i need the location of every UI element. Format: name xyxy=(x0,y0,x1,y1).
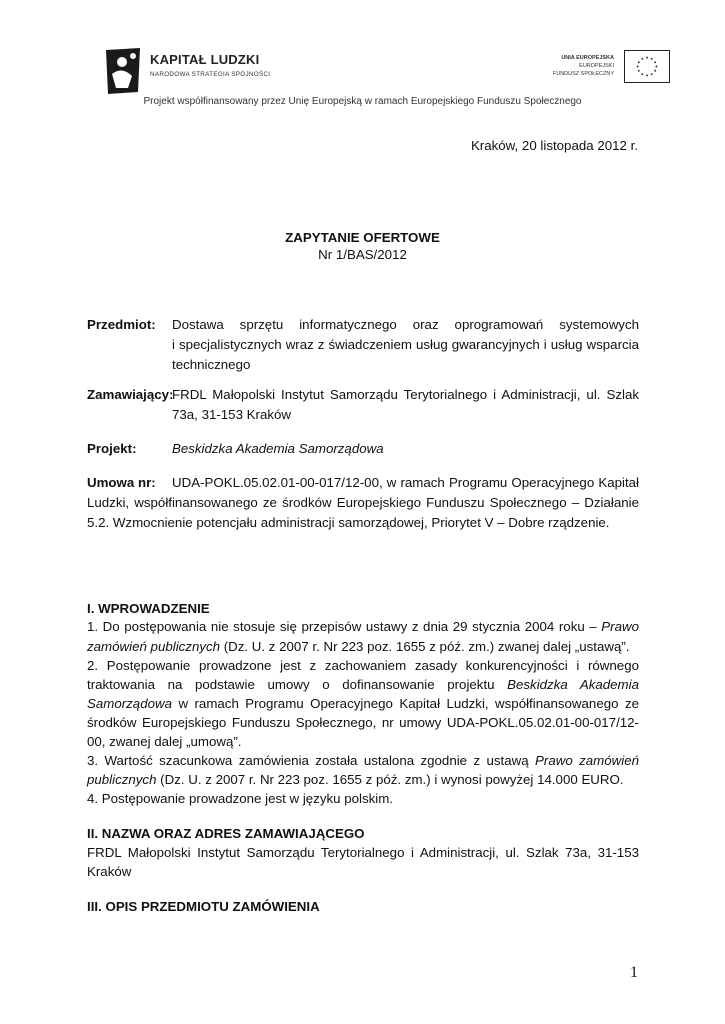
umowa-line2: Ludzki, współfinansowanego ze środków Europejskiego Funduszu Społecznego – Działanie xyxy=(87,495,639,510)
umowa-row xyxy=(87,473,639,533)
document-number: Nr 1/BAS/2012 xyxy=(318,247,407,262)
page-number: 1 xyxy=(630,964,638,981)
projekt-label: Projekt: xyxy=(87,441,137,456)
umowa-line1: UDA-POKL.05.02.01-00-017/12-00, w ramach Programu Operacyjnego Kapitał xyxy=(172,475,639,490)
umowa-line3: 5.2. Wzmocnienie potencjału administracji samorządowej, Priorytet V – Dobre rządzenie. xyxy=(87,515,610,530)
project-cofinancing-line: Projekt współfinansowany przez Unię Europejską w ramach Europejskiego Funduszu Społecznego xyxy=(143,96,582,107)
s1-p3-text-a: 3. Wartość szacunkowa zamówienia została ustalona zgodnie z ustawą xyxy=(87,753,529,768)
section2-heading: II. NAZWA ORAZ ADRES ZAMAWIAJĄCEGO xyxy=(87,826,365,841)
kapital-ludzki-emblem-icon xyxy=(102,44,144,96)
projekt-row xyxy=(87,439,639,459)
section3-heading: III. OPIS PRZEDMIOTU ZAMÓWIENIA xyxy=(87,899,320,914)
kapital-ludzki-logo xyxy=(102,44,292,96)
s1-p2-italic-bas: Beskidzka Akademia xyxy=(507,677,639,692)
section1-p2-line2 xyxy=(87,675,639,695)
projekt-value: Beskidzka Akademia Samorządowa xyxy=(172,441,384,456)
s1-p1-italic-prawo: Prawo xyxy=(601,619,639,634)
eu-logo xyxy=(540,50,670,90)
logo-title: KAPITAŁ LUDZKI xyxy=(150,52,260,67)
przedmiot-line1: Dostawa sprzętu informatycznego oraz oprogramowań systemowych xyxy=(172,317,639,332)
s1-p1-text-d: (Dz. U. z 2007 r. Nr 223 poz. 1655 z póź. zm.) zwanej dalej „ustawą”. xyxy=(220,639,630,654)
section1-p1-line1 xyxy=(87,617,639,637)
przedmiot-row xyxy=(87,315,639,375)
section1-p2-line1: 2. Postępowanie prowadzone jest z zachowaniem zasady konkurencyjności i równego xyxy=(87,658,639,673)
section2-line2: Kraków xyxy=(87,864,132,879)
zamawiajacy-row xyxy=(87,385,639,425)
eu-flag-icon xyxy=(624,50,670,83)
section1-p2-line3 xyxy=(87,694,639,714)
s1-p2-text-b: traktowania na podstawie umowy o dofinansowanie projektu xyxy=(87,677,495,692)
section1-p4: 4. Postępowanie prowadzone jest w języku polskim. xyxy=(87,791,393,806)
s1-p2-text-e: w ramach Programu Operacyjnego Kapitał Ludzki, współfinansowanego ze xyxy=(172,696,639,711)
section1-p2-line5: 00, zwanej dalej „umową”. xyxy=(87,734,242,749)
zamawiajacy-label: Zamawiający: xyxy=(87,387,174,402)
przedmiot-line2: i specjalistycznych wraz z świadczeniem usług gwarancyjnych i usług wsparcia xyxy=(172,337,639,352)
eu-line3: FUNDUSZ SPOŁECZNY xyxy=(552,71,614,77)
s1-p3-italic-prawo: Prawo zamówień xyxy=(535,753,639,768)
s1-p3-text-d: (Dz. U. z 2007 r. Nr 223 poz. 1655 z póź. zm.) i wynosi powyżej 14.000 EURO. xyxy=(156,772,624,787)
logo-subtitle: NARODOWA STRATEGIA SPÓJNOŚCI xyxy=(150,71,271,78)
section1-p3-line1 xyxy=(87,751,639,771)
umowa-label: Umowa nr: xyxy=(87,475,156,490)
s1-p3-italic-publicznych: publicznych xyxy=(87,772,157,787)
eu-line1: UNIA EUROPEJSKA xyxy=(561,55,614,61)
zamawiajacy-value xyxy=(172,385,639,425)
przedmiot-value xyxy=(172,315,639,375)
eu-line2: EUROPEJSKI xyxy=(579,63,614,69)
section1-p2-line4: środków Europejskiego Funduszu Społecznego, nr umowy UDA-POKL.05.02.01-00-017/12- xyxy=(87,715,639,730)
section1-p1-line2 xyxy=(87,637,629,657)
s1-p1-italic-zamowien: zamówień publicznych xyxy=(87,639,221,654)
document-title: ZAPYTANIE OFERTOWE xyxy=(285,230,440,245)
s1-p1-text-a: 1. Do postępowania nie stosuje się przepisów ustawy z dnia 29 stycznia 2004 roku – xyxy=(87,619,597,634)
zamawiajacy-line1: FRDL Małopolski Instytut Samorządu Terytorialnego i Administracji, ul. Szlak xyxy=(172,387,639,402)
date-line: Kraków, 20 listopada 2012 r. xyxy=(470,138,638,153)
section2-line1: FRDL Małopolski Instytut Samorządu Terytorialnego i Administracji, ul. Szlak 73a, 31-153 xyxy=(87,845,639,860)
section1-p3-line2 xyxy=(87,770,624,790)
eu-text xyxy=(553,54,614,78)
przedmiot-label: Przedmiot: xyxy=(87,317,156,332)
section1-heading: I. WPROWADZENIE xyxy=(87,601,210,616)
zamawiajacy-line2: 73a, 31-153 Kraków xyxy=(172,407,292,422)
przedmiot-line3: technicznego xyxy=(172,357,251,372)
s1-p2-italic-samorzadowa: Samorządowa xyxy=(87,696,172,711)
